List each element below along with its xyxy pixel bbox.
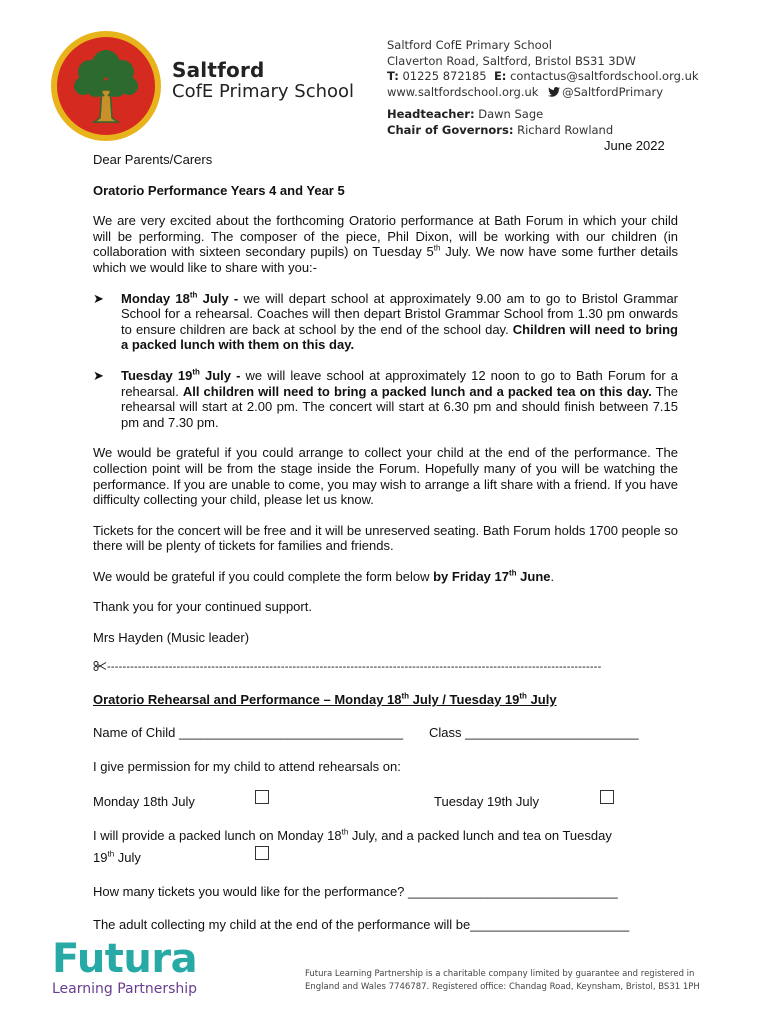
- phone-number: 01225 872185: [402, 69, 487, 83]
- chair-label: Chair of Governors:: [387, 122, 514, 137]
- packed-lunch-text: I will provide a packed lunch on Monday 18th July, and a packed lunch and tea on Tuesday: [93, 827, 612, 843]
- website: www.saltfordschool.org.uk: [387, 84, 539, 99]
- contact-web-twitter: [387, 85, 699, 101]
- contact-block: [387, 38, 699, 138]
- headteacher-label: Headteacher:: [387, 107, 475, 121]
- class-field[interactable]: Class ________________________: [429, 725, 639, 740]
- dashed-line: --------------------------------------------------------------------------------------------------------------------------------: [107, 661, 602, 673]
- salutation: Dear Parents/Carers: [93, 152, 213, 167]
- arrow-bullet-icon: ➤: [93, 367, 104, 383]
- twitter-bird-icon: [548, 86, 560, 96]
- legal-line-2: England and Wales 7746787. Registered office: Chandag Road, Keynsham, Bristol, BS31 1PH: [305, 981, 700, 992]
- signoff-line: Mrs Hayden (Music leader): [93, 630, 250, 646]
- letter-body: [93, 152, 678, 646]
- monday-label: Monday 18th July: [93, 794, 195, 809]
- bullet-tuesday: ➤ Tuesday 19th July - we will leave school at approximately 12 noon to go to Bath Forum for a rehearsal. All children will need to bring a packed lunch and a packed tea on this day. The rehearsal will start at 2.00 pm. The concert will start at 6.30 pm and should finish between 7.15 pm and 7.30 pm.: [93, 367, 678, 430]
- headteacher-name: Dawn Sage: [478, 107, 544, 121]
- tickets-paragraph: Tickets for the concert will be free and it will be unreserved seating. Bath Forum holds 1700 people so there will be plenty of tickets for families and friends.: [93, 522, 678, 554]
- futura-logo: [52, 937, 197, 997]
- intro-paragraph: We are very excited about the forthcoming Oratorio performance at Bath Forum in which your child will be performing. The composer of the piece, Phil Dixon, will be working with our children (in collaboration with sixteen secondary pupils) on Tuesday 5th July. We now have some further details which we would like to share with you:-: [93, 213, 678, 275]
- contact-school-name: Saltford CofE Primary School: [387, 38, 552, 52]
- packed-lunch-text-2: 19th July: [93, 849, 141, 865]
- legal-line-1: Futura Learning Partnership is a charitable company limited by guarantee and registered in: [305, 969, 695, 979]
- contact-phone-email: [387, 69, 699, 85]
- headteacher-line: [387, 107, 699, 123]
- tuesday-label: Tuesday 19th July: [434, 794, 540, 809]
- thanks-line: Thank you for your continued support.: [93, 599, 312, 615]
- scissors-icon: [93, 661, 107, 671]
- chair-line: [387, 123, 699, 139]
- tickets-field[interactable]: How many tickets you would like for the performance? _____________________________: [93, 884, 618, 899]
- futura-subtitle: Learning Partnership: [52, 981, 198, 997]
- letter-date: June 2022: [604, 138, 665, 153]
- form-request-paragraph: We would be grateful if you could complete the form below by Friday 17th June.: [93, 568, 555, 584]
- monday-checkbox[interactable]: [255, 790, 269, 804]
- collection-paragraph: We would be grateful if you could arrange to collect your child at the end of the performance. The collection point will be from the stage inside the Forum. Hopefully many of you will be watching the performance. If you are unable to come, you may wish to arrange a lift share with a friend. If you have difficulty collecting your child, please let us know.: [93, 445, 678, 508]
- email-label: E:: [493, 69, 507, 83]
- bullet-monday: ➤ Monday 18th July - we will depart school at approximately 9.00 am to go to Bristol Grammar School for a rehearsal. Coaches will then depart Bristol Grammar School from 1.30 pm onwards to ensure children are back at school by the end of the school day. Children will need to bring a packed lunch with them on this day.: [93, 290, 678, 353]
- phone-label: T:: [387, 69, 399, 83]
- school-crest-logo: [50, 30, 162, 142]
- email-address: contactus@saltfordschool.org.uk: [510, 69, 699, 83]
- adult-collecting-field[interactable]: The adult collecting my child at the end of the performance will be______________________: [93, 917, 630, 932]
- legal-footer: [305, 968, 700, 993]
- contact-address: Claverton Road, Saltford, Bristol BS31 3DW: [387, 53, 636, 68]
- cut-line: [93, 661, 601, 673]
- permission-text: I give permission for my child to attend rehearsals on:: [93, 759, 401, 774]
- chair-name: Richard Rowland: [517, 122, 614, 137]
- tuesday-checkbox[interactable]: [600, 790, 614, 804]
- twitter-handle: @SaltfordPrimary: [562, 84, 664, 99]
- school-name: Saltford: [172, 58, 265, 82]
- letter-title: Oratorio Performance Years 4 and Year 5: [93, 182, 345, 198]
- form-title: Oratorio Rehearsal and Performance – Monday 18th July / Tuesday 19th July: [93, 691, 557, 707]
- packed-lunch-checkbox[interactable]: [255, 846, 269, 860]
- arrow-bullet-icon: ➤: [93, 290, 104, 306]
- child-name-field[interactable]: Name of Child _______________________________: [93, 725, 404, 740]
- school-subtitle: CofE Primary School: [172, 81, 355, 102]
- futura-brand: Futura: [52, 936, 198, 982]
